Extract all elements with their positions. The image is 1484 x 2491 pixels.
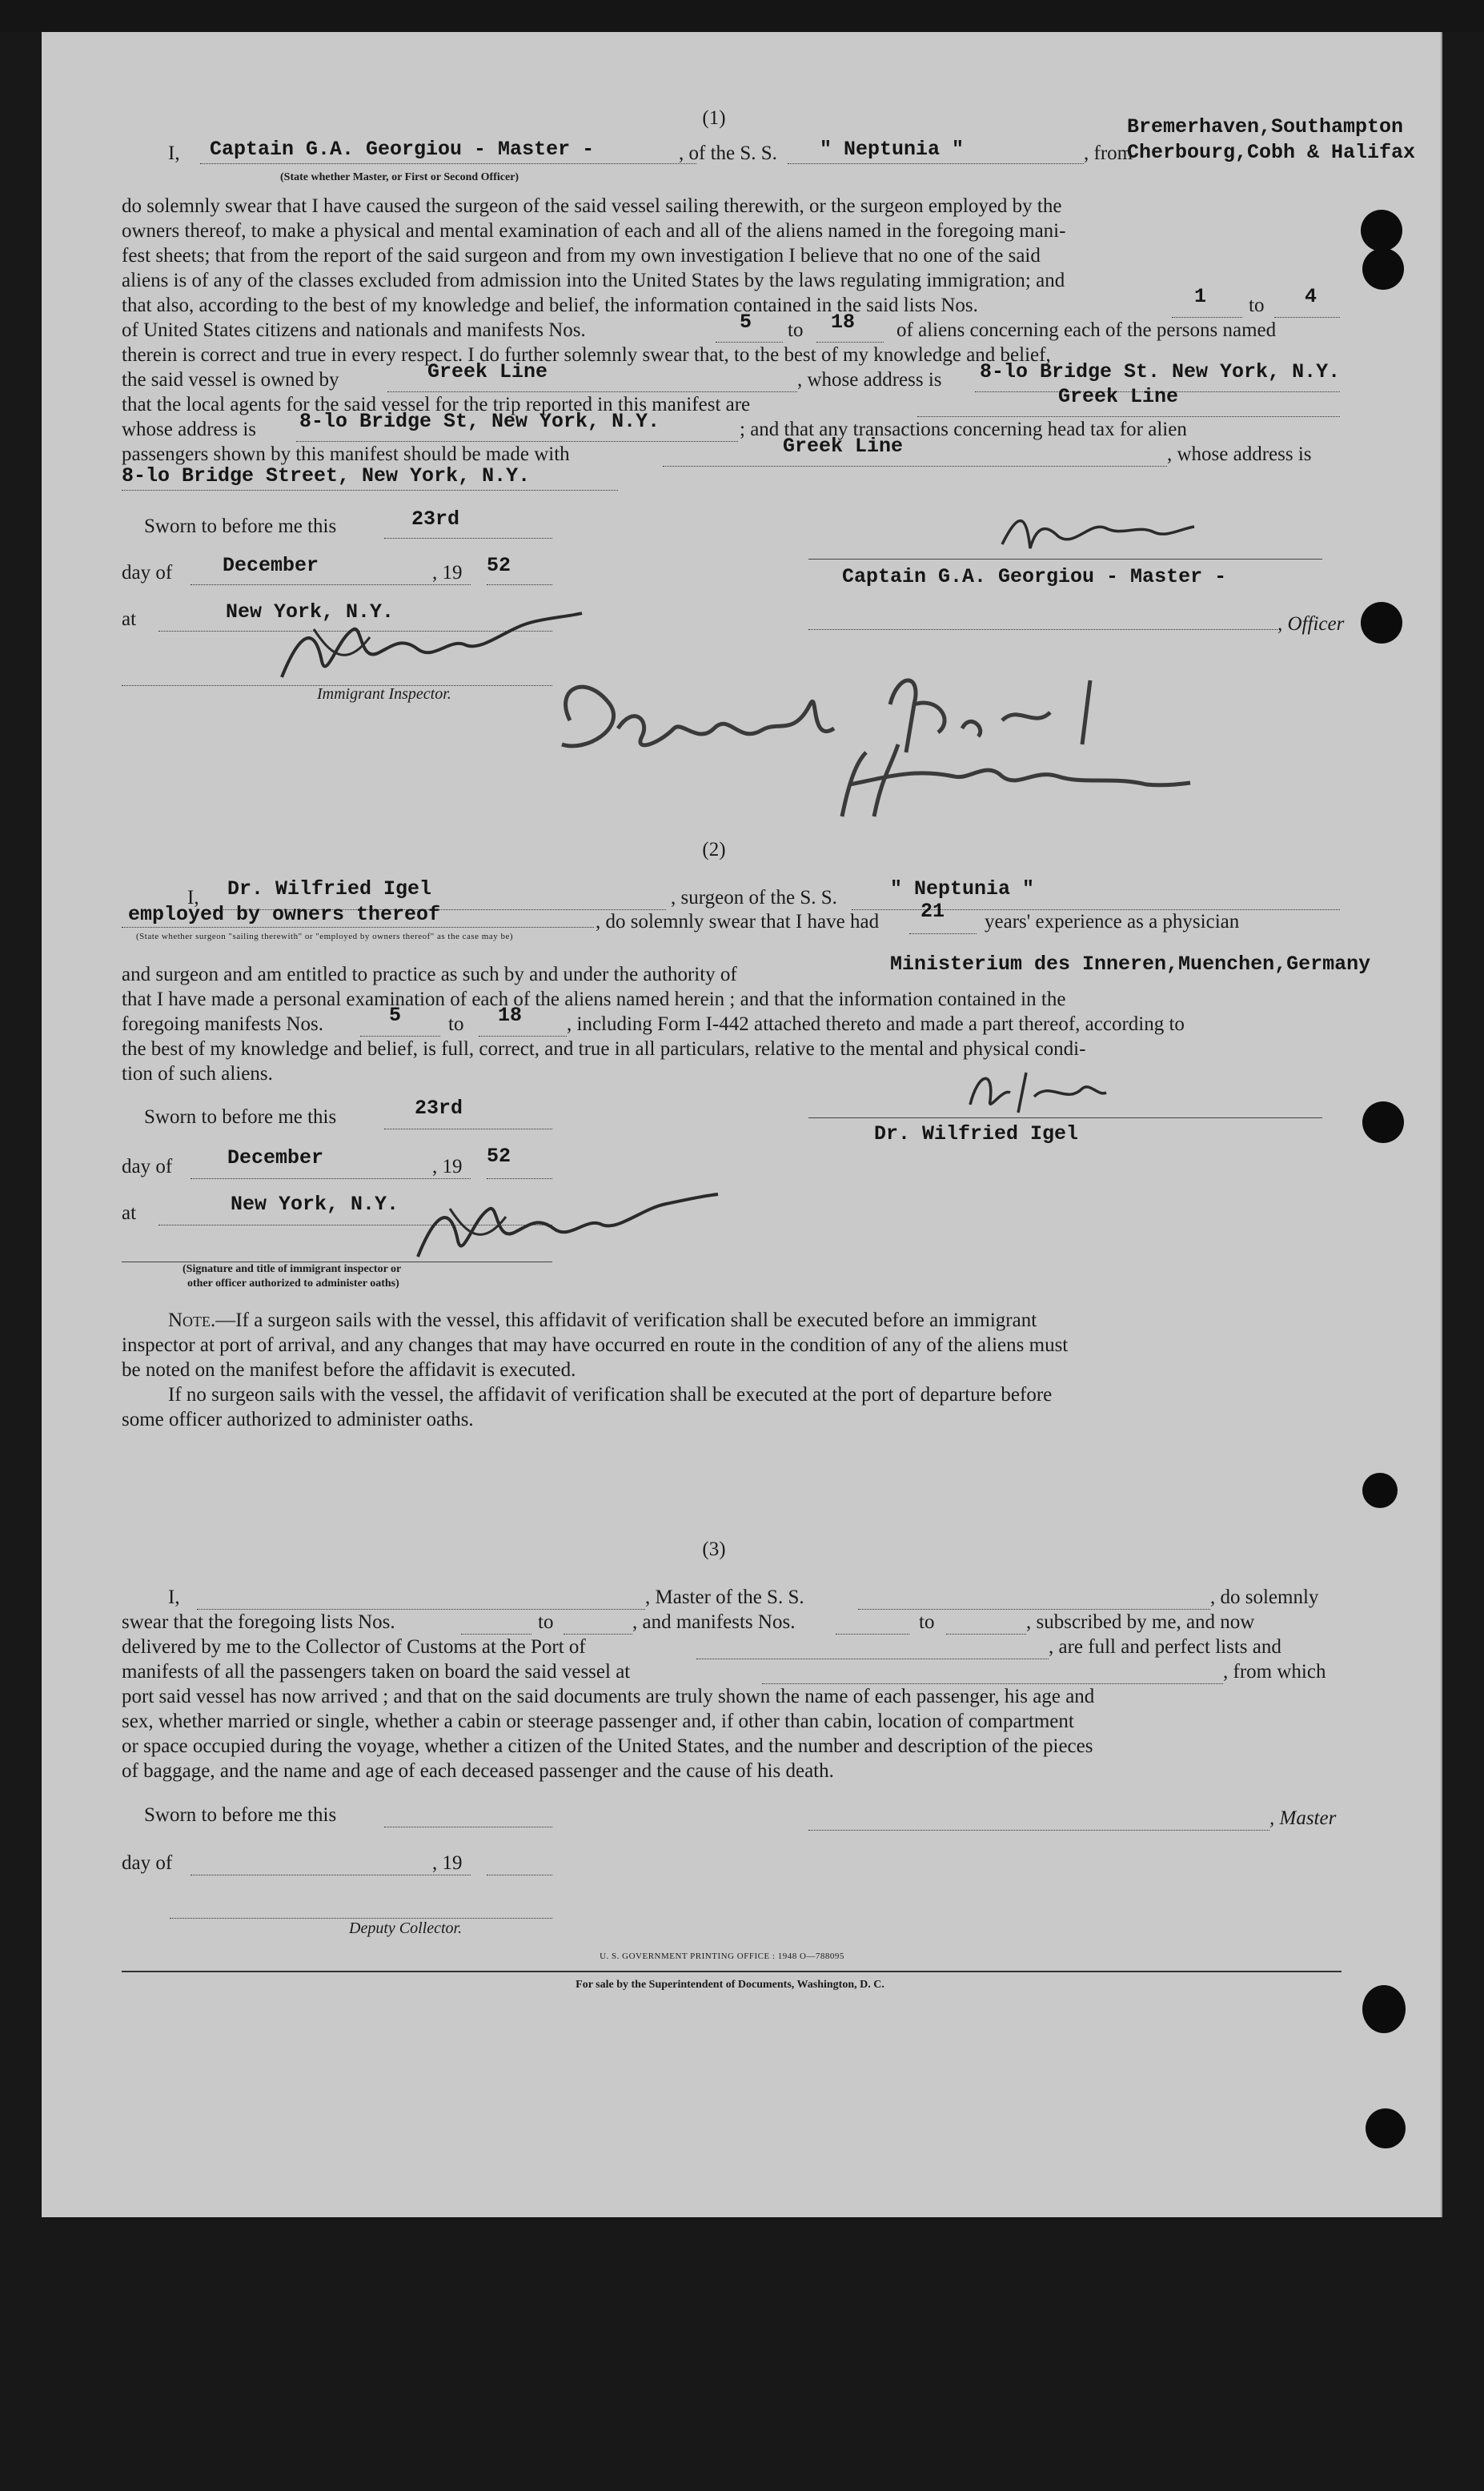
master-typed-name: Captain G.A. Georgiou - Master - [842,565,1227,588]
ship-name: " Neptunia " [820,138,965,161]
sworn-month-1: December [223,554,319,577]
master-name: Captain G.A. Georgiou - Master - [210,138,595,161]
note-line-1: Note.—If a surgeon sails with the vessel, this affidavit of verification shall be executed before an immigrant [168,1310,1037,1331]
lists-from: 1 [1194,285,1207,308]
punch-hole [1362,1101,1404,1143]
section-3-heading: (3) [702,1538,726,1560]
immigrant-inspector-caption: Immigrant Inspector. [317,685,451,703]
sworn-year-1: 52 [487,554,511,577]
surgeon-manifests-to: 18 [498,1004,523,1027]
sworn-year-2: 52 [487,1145,511,1168]
sale-notice: For sale by the Superintendent of Documents, Washington, D. C. [576,1979,884,1991]
master-caption: (State whether Master, or First or Second Officer) [280,171,519,183]
sworn-day-2: 23rd [415,1097,463,1120]
surgeon-manifests-from: 5 [389,1004,402,1027]
punch-hole [1361,602,1402,644]
section-1-heading: (1) [702,107,726,129]
head-tax-party: Greek Line [783,435,904,458]
section-2-heading: (2) [702,839,726,860]
local-agents: Greek Line [1058,385,1179,408]
departure-ports-line-2: Cherbourg,Cobh & Halifax [1127,141,1416,164]
inspector-caption-line-2: other officer authorized to administer oaths) [187,1278,399,1290]
surgeon-employment: employed by owners thereof [128,903,441,926]
handwritten-docked-note [538,656,1194,836]
manifests-from: 5 [740,311,752,334]
inspector-caption-line-1: (Signature and title of immigrant inspector or [182,1263,402,1275]
manifests-to: 18 [831,311,856,334]
years-experience: 21 [920,900,945,923]
printing-office-line: U. S. GOVERNMENT PRINTING OFFICE : 1948 O—788095 [600,1951,844,1961]
manifest-affidavit-page: (1) I, Captain G.A. Georgiou - Master - , of the S. S. " Neptunia " , from Bremerhaven,Southampton Cherbourg,Cobh & Halifax (State whether Master, or First or Second Officer) do solemnly swear that I have caused the surgeon of the said vessel sailing therewith, or the surgeon employed by the owners thereof, to make a physical and mental examination of each and all of the aliens named in the foregoing mani- fest sheets; that from the report of the said surgeon and from my own investigation I believe that no one of the said aliens is of any of the classes excluded from admission into the United States by the laws regulating immigration; and that also, according to the best of my knowledge and belief, the information contained in the said lists Nos. 1 to 4 of United States citizens and nationals and manifests Nos. 5 to 18 of aliens concerning each of the persons named therein is correct and true in every respect. I do further solemnly swear that, to the best of my knowledge and belief, the said vessel is owned by Greek Line , whose address is 8-lo Bridge St. New York, N.Y. that the local agents for the said vessel for the trip reported in this manifest are Greek Line whose address is 8-lo Bridge St, New York, N.Y. ; and that any transactions concerning head tax for alien passengers shown by this manifest should be made with Greek Line , whose address is 8-lo Bridge Street, New York, N.Y. Sworn to before me this 23rd day of December , 19 52 at New York, N.Y. Immigrant Inspector. Captain G.A. Georgiou - Master - , Officer (2) I, Dr. Wilfried Igel , surgeon of the S. S. " Neptunia " employed by owners thereof , do solemnly swear that I have had 21 years' experience as a physician (State whether surgeon "sailing therewith" or "employed by owners thereof" as the case may be) and surgeon and am entitled to practice as such by and under the authority of Ministerium des Inneren,Muenchen,Germany that I have made a personal examination of each of the aliens named herein ; and that the information contained in the foregoing manifests Nos. 5 to 18 , including Form I-442 attached thereto and made a part thereof, according to the best of my knowledge and belief, is full, correct, and true in all particulars, relative to the mental and physical condi- tion of such aliens. Sworn to before me this 23rd day of December , 19 52 at New York, N.Y. (Signature and title of immigrant inspector or other officer authorized to administer oaths) Dr. Wilfried Igel Note.—If a surgeon sails with the vessel, this affidavit of verification shall be executed before an immigrant inspector at port of arrival, and any changes that may have occurred en route in the condition of any of the aliens must be noted on the manifest before the affidavit is executed. If no surgeon sails with the vessel, the affidavit of verification shall be executed at the port of departure before some officer authorized to administer oaths. (3) I, , Master of the S. S. , do solemnly swear that the foregoing lists Nos. to , and manifests Nos. to , subscribed by me, and now delivered by me to the Collector of Customs at the Port of , are full and perfect lists and manifests of all the passengers taken on board the said vessel at , from which port said vessel has now arrived ; and that on the said documents are truly shown the name of each passenger, his age and sex, whether married or single, whether a cabin or steerage passenger and, if other than cabin, location of compartment or space occupied during the voyage, whether a citizen of the United States, and the number and description of the pieces of baggage, and the name and age of each deceased passenger and the cause of his death. Sworn to before me this , Master day of , 19 Deputy Collector. U. S. GOVERNMENT PRINTING OFFICE : 1948 O—788095 For sale by the Superintendent of Documents, Washington, D. C. [42,32,1442,2217]
owner-address: 8-lo Bridge St. New York, N.Y. [980,360,1341,383]
punch-hole [1362,1473,1398,1508]
lists-to: 4 [1305,285,1318,308]
master-caption-3: , Master [1269,1807,1337,1829]
surgeon-ship-name: " Neptunia " [890,877,1035,901]
employment-caption: (State whether surgeon "sailing therewith" or "employed by owners thereof" as the case may be) [136,932,514,941]
deputy-collector-caption: Deputy Collector. [349,1919,463,1937]
punch-hole [1366,2108,1406,2148]
sworn-month-2: December [227,1146,324,1169]
surgeon-typed-name: Dr. Wilfried Igel [874,1122,1079,1145]
section-1-intro: I, [168,142,180,164]
surgeon-name: Dr. Wilfried Igel [227,877,432,901]
practice-authority: Ministerium des Inneren,Muenchen,Germany [890,953,1371,976]
owner: Greek Line [427,360,548,383]
surgeon-signature [954,1057,1114,1125]
departure-ports-line-1: Bremerhaven,Southampton [1127,115,1404,138]
footer-rule [122,1971,1342,1972]
punch-hole [1362,1985,1406,2033]
head-tax-address: 8-lo Bridge Street, New York, N.Y. [122,464,531,487]
sworn-place-2: New York, N.Y. [231,1193,399,1216]
master-signature [994,504,1202,564]
punch-hole [1361,210,1402,251]
sworn-place-1: New York, N.Y. [226,600,395,624]
officer-caption: , Officer [1277,613,1345,635]
inspector-signature-2 [386,1177,722,1269]
agents-address: 8-lo Bridge St, New York, N.Y. [299,410,660,433]
sworn-day-1: 23rd [411,507,460,531]
punch-hole [1362,248,1404,290]
scan-top-border [0,0,1484,32]
